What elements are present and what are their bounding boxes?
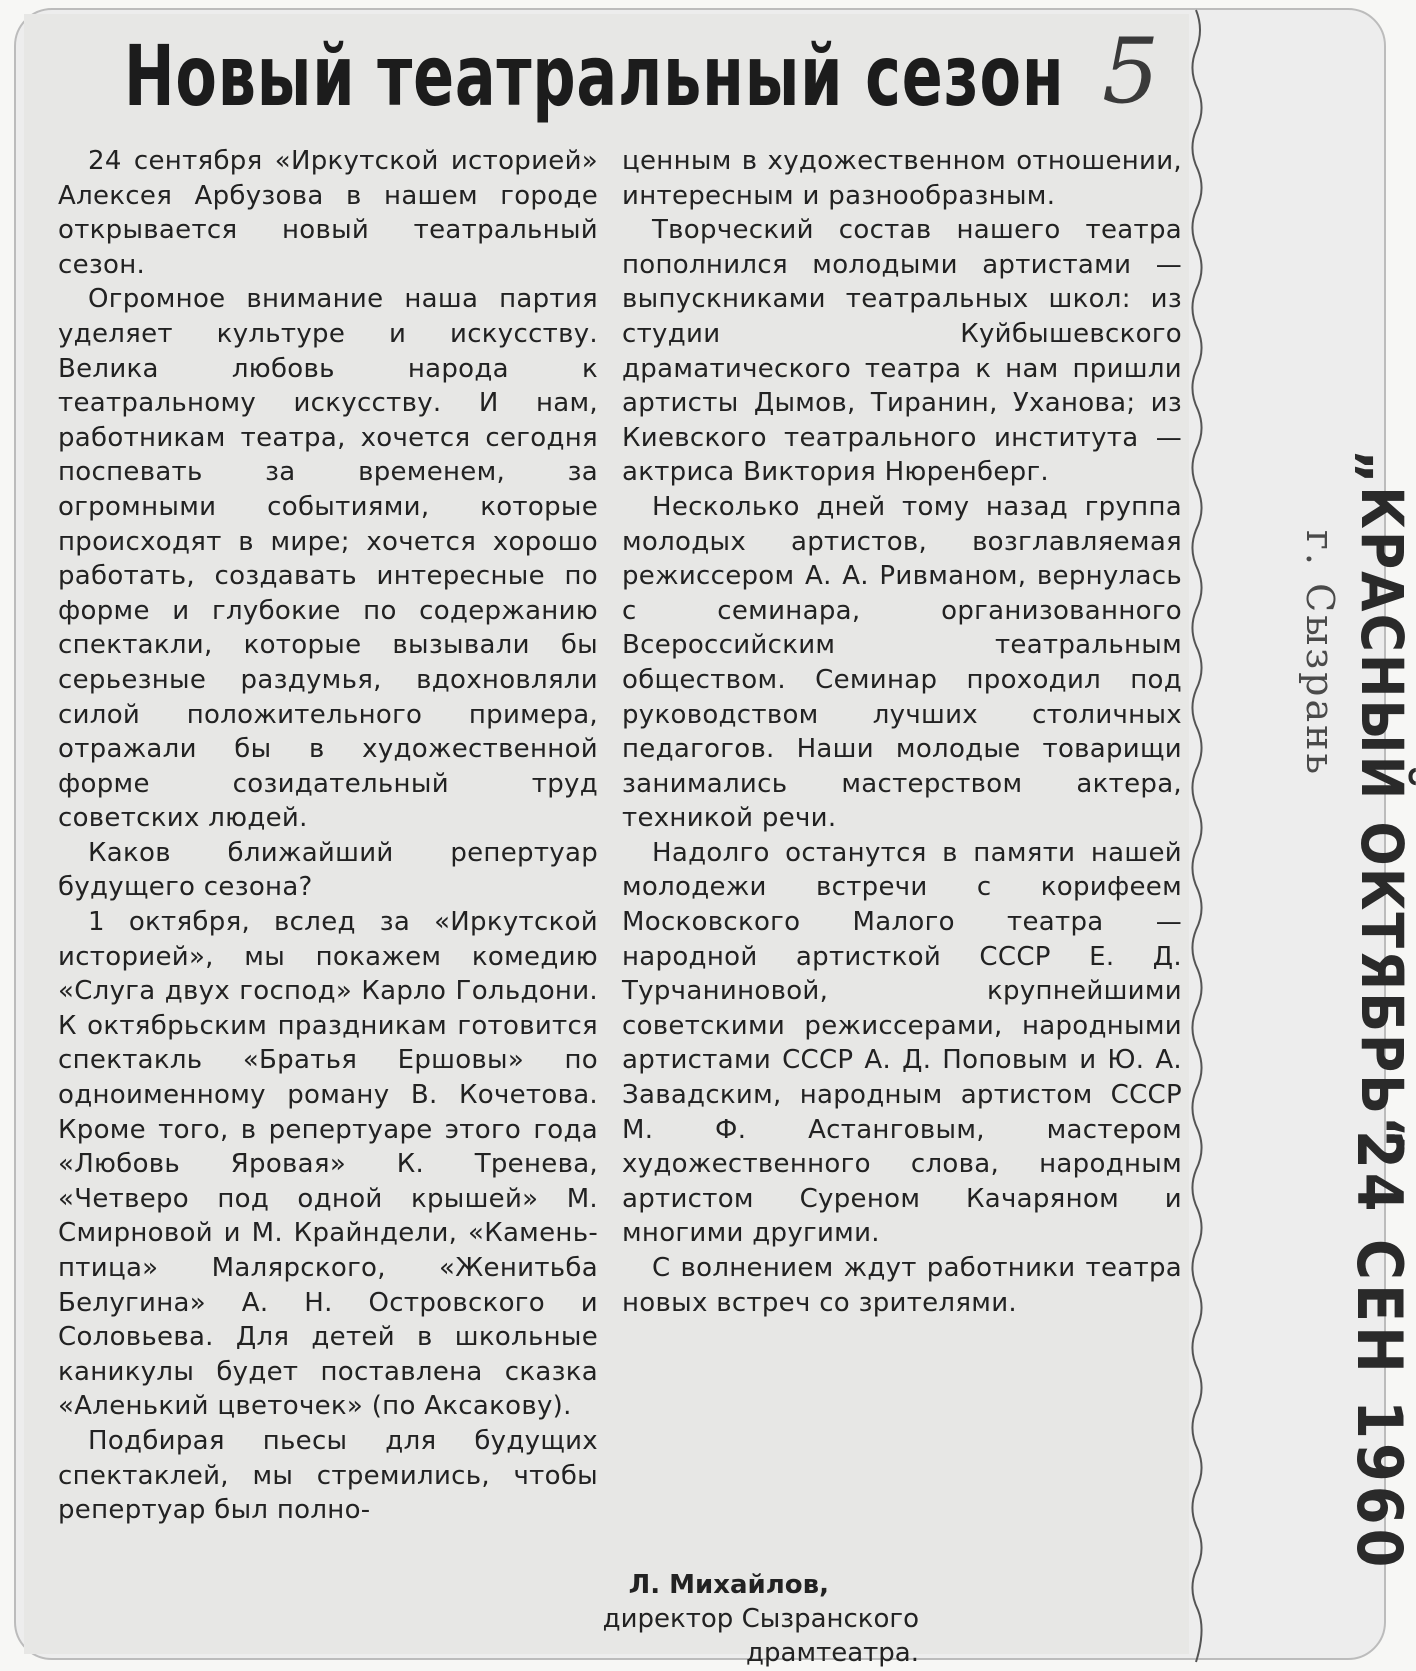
- article-paragraph: 24 сентября «Иркутской историей» Алексея Арбузова в нашем городе открывается новый театральный сезон.: [58, 146, 598, 280]
- newspaper-city: г. Сызрань: [1298, 530, 1342, 778]
- handwritten-page-number: 5: [1102, 19, 1160, 124]
- newspaper-clipping: [24, 14, 1189, 1668]
- article-paragraph: Надолго останутся в памяти нашей молодежи встречи с корифеем Московского Малого театра — народной артисткой СССР Е. Д. Турчаниновой, крупнейшими советскими режиссерами, народными артистами СССР А. Д. Поповым и Ю. А. Завадским, народным артистом СССР М. Ф. Астанговым, мастером художественного слова, народным артистом Суреном Качаряном и многими другими.: [622, 837, 1182, 1249]
- article-paragraph: Несколько дней тому назад группа молодых артистов, возглавляемая режиссером А. А. Ривманом, вернулась с семинара, организованного Всероссийским театральным обществом. Семинар проходил под руководством лучших столичных педагогов. Наши молодые товарищи занимались мастерством актера, техникой речи.: [622, 491, 1182, 834]
- author-organization: драмтеатра.: [746, 1638, 919, 1668]
- article-paragraph: 1 октября, вслед за «Иркутской историей», мы покажем комедию «Слуга двух господ» Карло Гольдони. К октябрьским праздникам готовится спектакль «Братья Ершовы» по одноименному роману В. Кочетова. Кроме того, в репертуаре этого года «Любовь Яровая» К. Тренева, «Четверо под одной крышей» М. Смирновой и М. Крайндели, «Камень-птица» Малярского, «Женитьба Белугина» А. Н. Островского и Соловьева. Для детей в школьные каникулы будет поставлена сказка «Аленький цветочек» (по Аксакову).: [58, 907, 598, 1422]
- article-column-right: [622, 144, 1182, 1320]
- article-headline: Новый театральный сезон: [124, 27, 1065, 125]
- newspaper-name: „КРАСНЫЙ ОКТЯБРЬ“: [1348, 450, 1416, 1153]
- article-paragraph: ценным в художественном отношении, интересным и разнообразным.: [622, 146, 1182, 211]
- archive-card: [14, 8, 1416, 1668]
- publication-date-stamp: 24 СЕН 1960: [1343, 1130, 1416, 1572]
- author-title: директор Сызранского: [602, 1604, 919, 1634]
- torn-edge-line: [1188, 10, 1214, 1662]
- article-paragraph: Творческий состав нашего театра пополнился молодыми артистами — выпускниками театральных школ: из студии Куйбышевского драматического театра к нам пришли артисты Дымов, Тиранин, Уханова; из Киевского театрального института — актриса Виктория Нюренберг.: [622, 215, 1182, 488]
- author-signature: [603, 1568, 919, 1670]
- author-name: Л. Михайлов,: [628, 1570, 829, 1600]
- article-column-left: [58, 144, 598, 1528]
- article-paragraph: Подбирая пьесы для будущих спектаклей, мы стремились, чтобы репертуар был полно-: [58, 1425, 598, 1526]
- article-paragraph: Каков ближайший репертуар будущего сезона?: [58, 837, 598, 903]
- article-paragraph: Огромное внимание наша партия уделяет культуре и искусству. Велика любовь народа к театральному искусству. И нам, работникам театра, хочется сегодня поспевать за временем, за огромными событиями, которые происходят в мире; хочется хорошо работать, создавать интересные по форме и глубокие по содержанию спектакли, которые вызывали бы серьезные раздумья, вдохновляли силой положительного примера, отражали бы в художественной форме созидательный труд советских людей.: [58, 284, 598, 834]
- article-paragraph: С волнением ждут работники театра новых встреч со зрителями.: [622, 1253, 1182, 1318]
